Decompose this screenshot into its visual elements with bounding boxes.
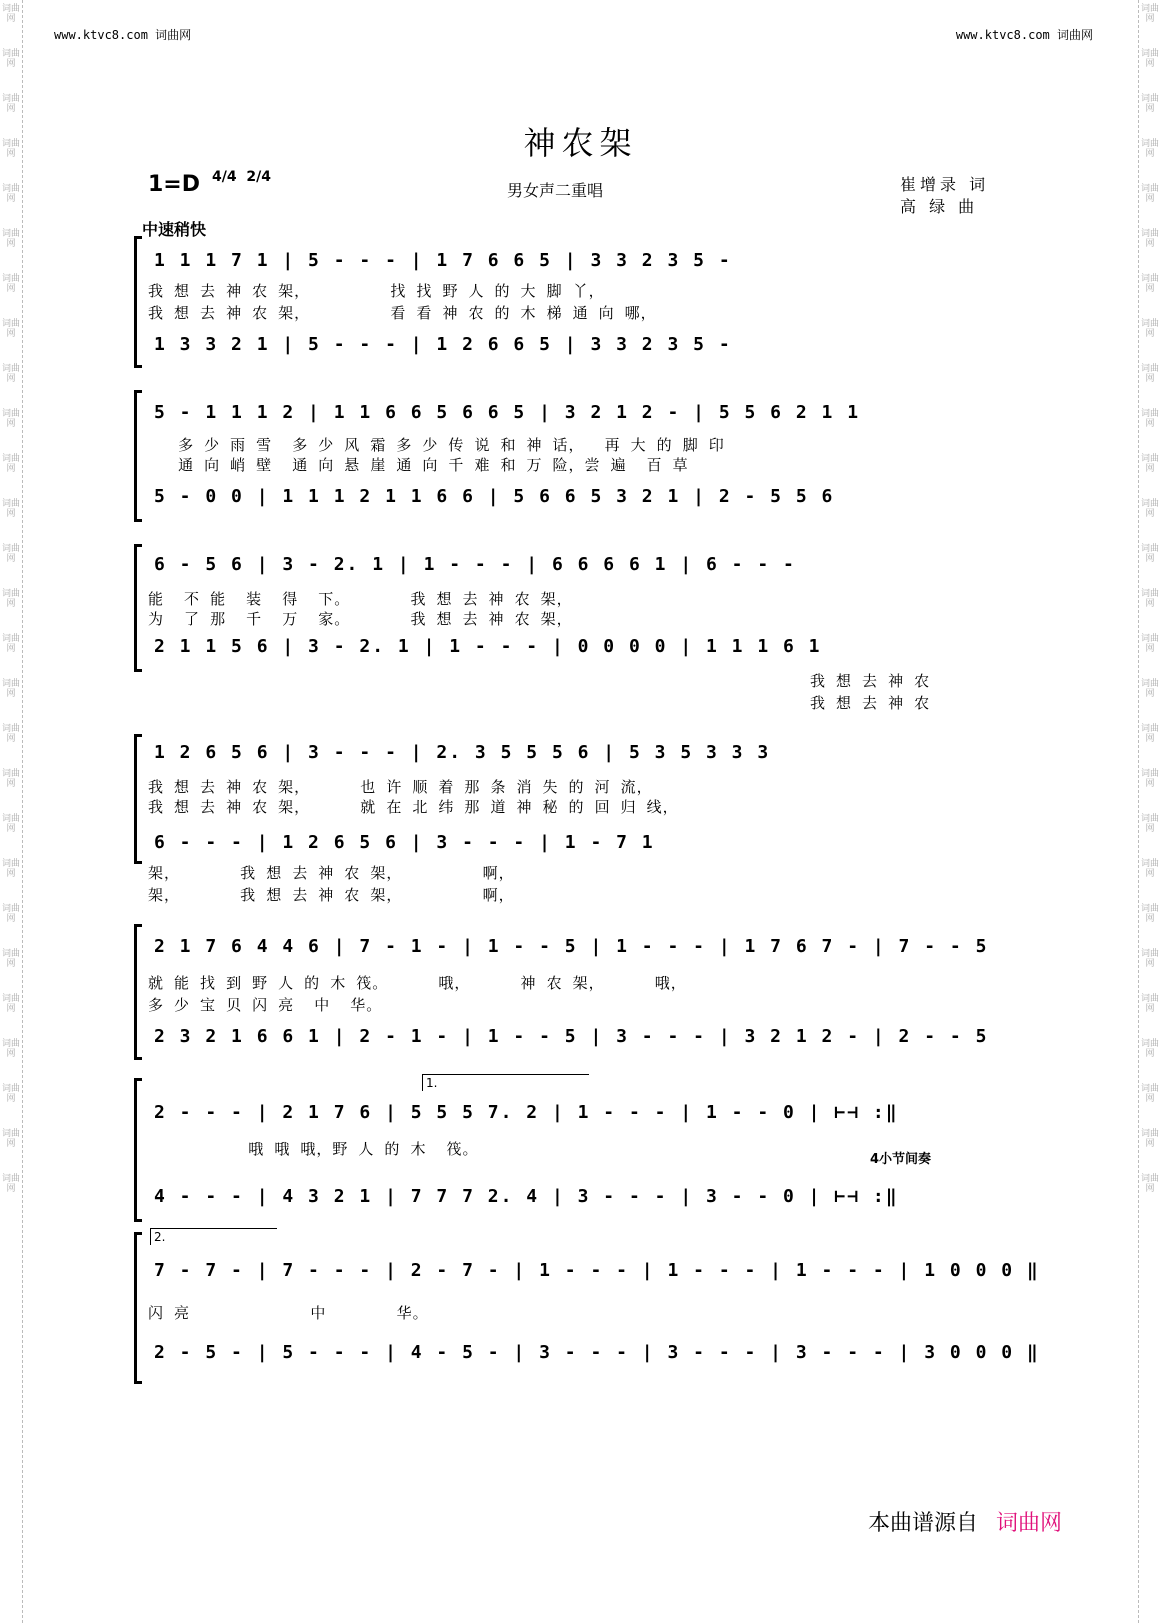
system-brace [134,544,142,672]
lower-voice: 1 3 3 2 1 | 5 - - - | 1 2 6 6 5 | 3 3 2 3 5 - [154,334,732,355]
side-watermark-text: 词曲网 [1140,994,1159,1014]
lower-lyric-verse-1: 架， 我 想 去 神 农 架， 啊， [148,864,515,882]
lyric-verse-2: 为 了 那 千 万 家。 我 想 去 神 农 架， [148,610,573,628]
side-watermark-text: 词曲网 [1,49,20,69]
upper-voice: 2 - - - | 2 1 7 6 | 5 5 5 7. 2 | 1 - - - | 1 - - 0 | ⊢⊣ :‖ [154,1102,899,1123]
composer-credit: 高 绿 曲 [900,197,979,216]
upper-voice: 1 2 6 5 6 | 3 - - - | 2. 3 5 5 5 6 | 5 3 5 3 3 3 [154,742,771,763]
side-watermark-text: 词曲网 [1140,319,1159,339]
side-watermark-text: 词曲网 [1,364,20,384]
side-watermark-text: 词曲网 [1140,589,1159,609]
side-watermark-text: 词曲网 [1,634,20,654]
lyric-verse-1: 就 能 找 到 野 人 的 木 筏。 哦， 神 农 架， 哦， [148,974,687,992]
system-brace [134,236,142,368]
lyric-verse-1: 多 少 雨 雪 多 少 风 霜 多 少 传 说 和 神 话， 再 大 的 脚 印 [148,436,725,454]
score-system-5 [134,924,1002,1056]
performance-style: 男女声二重唱 [507,181,604,200]
score-system-6 [134,1078,1002,1218]
key-signature: 1=D [148,172,201,197]
time-signature [212,170,271,184]
score-system-2 [134,390,1002,520]
lower-lyric-verse-1: 我 想 去 神 农 [810,672,931,690]
side-watermark-text: 词曲网 [1,94,20,114]
system-brace [134,924,142,1060]
lyric-verse-1: 我 想 去 神 农 架， 找 找 野 人 的 大 脚 丫， [148,282,605,300]
lower-voice: 2 - 5 - | 5 - - - | 4 - 5 - | 3 - - - | 3 - - - | 3 - - - | 3 0 0 0 ‖ [154,1342,1040,1363]
side-watermark-text: 词曲网 [1,544,20,564]
source-footer [868,1506,1062,1537]
lower-lyric-verse-2: 架， 我 想 去 神 农 架， 啊， [148,886,515,904]
lower-voice: 4 - - - | 4 3 2 1 | 7 7 7 2. 4 | 3 - - - | 3 - - 0 | ⊢⊣ :‖ [154,1186,899,1207]
side-watermark-text: 词曲网 [1,769,20,789]
upper-voice: 6 - 5 6 | 3 - 2. 1 | 1 - - - | 6 6 6 6 1 | 6 - - - [154,554,796,575]
side-watermark-text: 词曲网 [1140,409,1159,429]
song-title: 神农架 [523,124,638,162]
volta-2: 2. [150,1228,277,1245]
side-watermark-text: 词曲网 [1140,679,1159,699]
source-label: 本曲谱源自 [868,1511,979,1536]
side-watermark-text: 词曲网 [1,814,20,834]
interlude-note: 4小节间奏 [870,1152,932,1167]
side-watermark-text: 词曲网 [1140,454,1159,474]
lower-voice: 5 - 0 0 | 1 1 1 2 1 1 6 6 | 5 6 6 5 3 2 1 | 2 - 5 5 6 [154,486,835,507]
side-watermark-text: 词曲网 [1,724,20,744]
side-watermark-text: 词曲网 [1140,634,1159,654]
side-watermark-text: 词曲网 [1,589,20,609]
tempo-marking: 中速稍快 [142,220,207,239]
time-signature-2: 2/4 [246,169,271,185]
side-watermark-text: 词曲网 [1,679,20,699]
side-watermark-text: 词曲网 [1,139,20,159]
lyric-verse-1: 哦 哦 哦，野 人 的 木 筏。 [148,1140,479,1158]
side-watermark-text: 词曲网 [1,4,20,24]
side-watermark-text: 词曲网 [1140,94,1159,114]
left-watermark-strip [0,0,23,1623]
side-watermark-text: 词曲网 [1140,229,1159,249]
system-brace [134,1078,142,1222]
lyric-verse-2: 多 少 宝 贝 闪 亮 中 华。 [148,996,383,1014]
side-watermark-text: 词曲网 [1140,1174,1159,1194]
side-watermark-text: 词曲网 [1,454,20,474]
lyric-verse-2: 我 想 去 神 农 架， 就 在 北 纬 那 道 神 秘 的 回 归 线， [148,798,679,816]
right-watermark-strip [1138,0,1161,1623]
system-brace [134,1232,142,1384]
side-watermark-text: 词曲网 [1,994,20,1014]
side-watermark-text: 词曲网 [1140,364,1159,384]
side-watermark-text: 词曲网 [1,319,20,339]
header-site-left[interactable]: www.ktvc8.com 词曲网 [54,28,192,42]
side-watermark-text: 词曲网 [1140,904,1159,924]
side-watermark-text: 词曲网 [1140,49,1159,69]
side-watermark-text: 词曲网 [1140,274,1159,294]
system-brace [134,390,142,522]
side-watermark-text: 词曲网 [1140,139,1159,159]
volta-1: 1. [422,1074,589,1091]
lower-lyric-verse-2: 我 想 去 神 农 [810,694,931,712]
side-watermark-text: 词曲网 [1140,724,1159,744]
side-watermark-text: 词曲网 [1,1174,20,1194]
lower-voice: 6 - - - | 1 2 6 5 6 | 3 - - - | 1 - 7 1 [154,832,655,853]
side-watermark-text: 词曲网 [1140,769,1159,789]
upper-voice: 7 - 7 - | 7 - - - | 2 - 7 - | 1 - - - | 1 - - - | 1 - - - | 1 0 0 0 ‖ [154,1260,1040,1281]
side-watermark-text: 词曲网 [1140,1129,1159,1149]
side-watermark-text: 词曲网 [1,1129,20,1149]
side-watermark-text: 词曲网 [1,274,20,294]
header-site-right[interactable]: www.ktvc8.com 词曲网 [955,28,1093,42]
lyric-verse-2: 通 向 峭 壁 通 向 悬 崖 通 向 千 难 和 万 险，尝 遍 百 草 [148,456,689,474]
side-watermark-text: 词曲网 [1,409,20,429]
lower-voice: 2 3 2 1 6 6 1 | 2 - 1 - | 1 - - 5 | 3 - - - | 3 2 1 2 - | 2 - - 5 [154,1026,989,1047]
side-watermark-text: 词曲网 [1,229,20,249]
side-watermark-text: 词曲网 [1140,1084,1159,1104]
side-watermark-text: 词曲网 [1140,184,1159,204]
system-brace [134,734,142,864]
score-system-1 [134,236,1002,368]
side-watermark-text: 词曲网 [1,184,20,204]
score-system-3 [134,544,1002,714]
side-watermark-text: 词曲网 [1140,499,1159,519]
lyric-verse-1: 能 不 能 装 得 下。 我 想 去 神 农 架， [148,590,573,608]
side-watermark-text: 词曲网 [1,499,20,519]
source-brand-link[interactable]: 词曲网 [996,1511,1063,1536]
lyric-verse-1: 我 想 去 神 农 架， 也 许 顺 着 那 条 消 失 的 河 流， [148,778,653,796]
side-watermark-text: 词曲网 [1140,4,1159,24]
side-watermark-text: 词曲网 [1140,544,1159,564]
lyric-verse-1: 闪 亮 中 华。 [148,1304,429,1322]
side-watermark-text: 词曲网 [1,949,20,969]
upper-voice: 2 1 7 6 4 4 6 | 7 - 1 - | 1 - - 5 | 1 - - - | 1 7 6 7 - | 7 - - 5 [154,936,989,957]
side-watermark-text: 词曲网 [1140,949,1159,969]
side-watermark-text: 词曲网 [1,904,20,924]
lyric-verse-2: 我 想 去 神 农 架， 看 看 神 农 的 木 梯 通 向 哪， [148,304,657,322]
side-watermark-text: 词曲网 [1140,859,1159,879]
upper-voice: 1 1 1 7 1 | 5 - - - | 1 7 6 6 5 | 3 3 2 3 5 - [154,250,732,271]
score-system-7 [134,1230,1040,1382]
side-watermark-text: 词曲网 [1140,1039,1159,1059]
time-signature-1: 4/4 [212,169,237,185]
lyricist-credit: 崔增录 词 [900,175,990,194]
side-watermark-text: 词曲网 [1140,814,1159,834]
side-watermark-text: 词曲网 [1,1039,20,1059]
score-system-4 [134,734,1002,904]
lower-voice: 2 1 1 5 6 | 3 - 2. 1 | 1 - - - | 0 0 0 0 | 1 1 1 6 1 [154,636,822,657]
side-watermark-text: 词曲网 [1,859,20,879]
upper-voice: 5 - 1 1 1 2 | 1 1 6 6 5 6 6 5 | 3 2 1 2 - | 5 5 6 2 1 1 [154,402,861,423]
side-watermark-text: 词曲网 [1,1084,20,1104]
